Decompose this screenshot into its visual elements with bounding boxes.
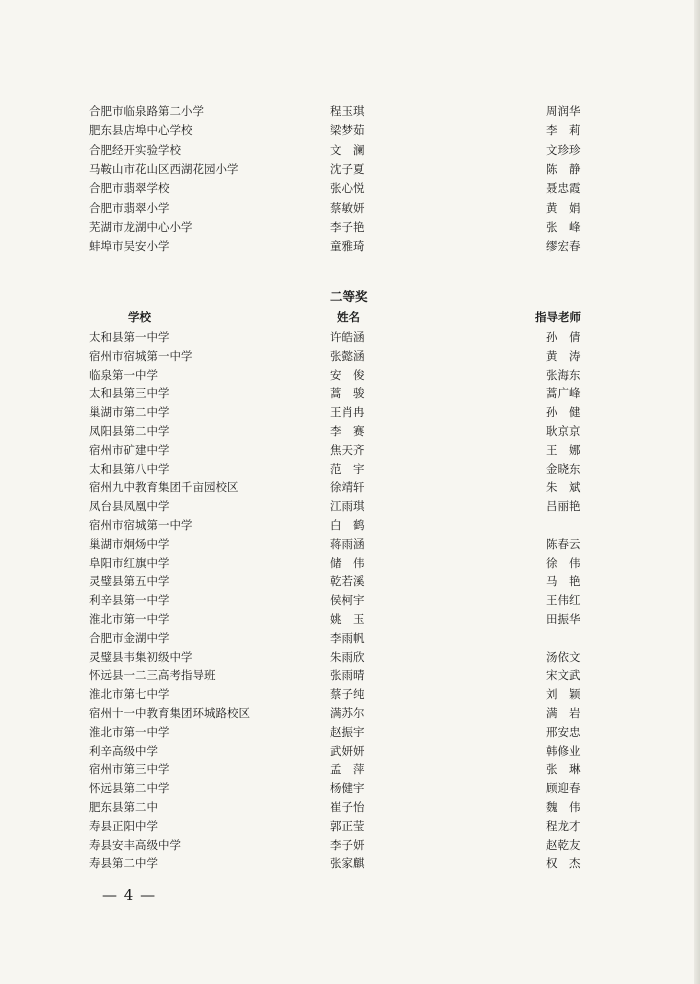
page-number: — 4 — (102, 886, 157, 904)
table-row (0, 629, 700, 647)
teacher-cell: 权 杰 (546, 856, 581, 871)
teacher-cell: 顾迎春 (546, 781, 581, 796)
school-cell: 阜阳市红旗中学 (89, 555, 170, 570)
table-row (0, 497, 700, 515)
teacher-cell: 朱 斌 (546, 480, 581, 495)
table-row (0, 403, 700, 421)
table-row (0, 798, 700, 816)
table-row (0, 441, 700, 459)
header-school: 学校 (128, 310, 151, 324)
name-cell: 侯柯宇 (330, 593, 365, 608)
section-title: 二等奖 (330, 289, 368, 304)
teacher-cell: 王伟红 (546, 593, 581, 608)
name-cell: 李子妍 (330, 837, 365, 852)
name-cell: 乾若溪 (330, 574, 365, 589)
name-cell: 徐靖轩 (330, 480, 365, 495)
teacher-cell: 赵乾友 (546, 837, 581, 852)
teacher-cell: 孙 健 (546, 405, 581, 420)
school-cell: 合肥市翡翠学校 (89, 181, 170, 196)
school-cell: 合肥市金湖中学 (89, 630, 170, 645)
table-row (0, 817, 700, 835)
name-cell: 张家麒 (330, 856, 365, 871)
table-row (0, 779, 700, 797)
name-cell: 安 俊 (330, 367, 365, 382)
table-row (0, 742, 700, 760)
name-cell: 蔡子纯 (330, 687, 365, 702)
school-cell: 怀远县第二中学 (89, 781, 170, 796)
page-edge-shadow (694, 0, 700, 984)
school-cell: 马鞍山市花山区西湖花园小学 (89, 161, 239, 176)
name-cell: 张懿涵 (330, 348, 365, 363)
table-row (0, 854, 700, 872)
teacher-cell: 金晓东 (546, 461, 581, 476)
teacher-cell: 满 岩 (546, 706, 581, 720)
name-cell: 蔡敏妍 (330, 200, 365, 215)
teacher-cell: 孙 倩 (546, 330, 581, 344)
teacher-cell: 邢安忠 (546, 724, 581, 739)
teacher-cell: 黄 涛 (546, 348, 581, 363)
name-cell: 杨健宇 (330, 781, 365, 796)
header-name: 姓名 (337, 310, 360, 324)
teacher-cell: 田振华 (546, 612, 581, 626)
table-row (0, 366, 700, 384)
name-cell: 朱雨欣 (330, 649, 365, 664)
teacher-cell: 魏 伟 (546, 800, 581, 814)
school-cell: 灵璧县第五中学 (89, 574, 170, 589)
school-cell: 合肥经开实验学校 (89, 142, 181, 157)
teacher-cell: 聂忠霞 (546, 181, 581, 196)
teacher-cell: 黄 娟 (546, 200, 581, 215)
header-teacher: 指导老师 (535, 310, 581, 324)
table-row (0, 610, 700, 628)
table-row (0, 666, 700, 684)
school-cell: 肥东县第二中 (89, 800, 158, 814)
school-cell: 合肥市临泉路第二小学 (89, 104, 204, 118)
table-row (0, 141, 700, 159)
school-cell: 凤阳县第二中学 (89, 424, 170, 438)
name-cell: 焦天齐 (330, 442, 365, 457)
name-cell: 武妍妍 (330, 743, 365, 758)
name-cell: 文 澜 (330, 142, 365, 157)
school-cell: 寿县正阳中学 (89, 818, 158, 833)
teacher-cell: 徐 伟 (546, 555, 581, 570)
school-cell: 蚌埠市吴安小学 (89, 239, 170, 254)
teacher-cell: 程龙才 (546, 818, 581, 833)
table-row (0, 572, 700, 590)
teacher-cell: 陈春云 (546, 536, 581, 551)
teacher-cell: 蒿广峰 (546, 386, 581, 401)
name-cell: 蒿 骏 (330, 386, 365, 401)
table-row (0, 237, 700, 255)
table-row (0, 347, 700, 365)
name-cell: 姚 玉 (330, 612, 365, 626)
school-cell: 宿州市宿城第一中学 (89, 348, 193, 363)
name-cell: 李 赛 (330, 424, 365, 438)
name-cell: 李子艳 (330, 219, 365, 234)
school-cell: 太和县第三中学 (89, 386, 170, 401)
table-row (0, 516, 700, 534)
name-cell: 白 鹤 (330, 518, 365, 532)
table-row (0, 102, 700, 120)
school-cell: 巢湖市第二中学 (89, 405, 170, 420)
school-cell: 临泉第一中学 (89, 367, 158, 382)
table-row (0, 648, 700, 666)
table-row (0, 121, 700, 139)
teacher-cell: 缪宏春 (546, 239, 581, 254)
school-cell: 太和县第八中学 (89, 461, 170, 476)
teacher-cell: 汤依文 (546, 649, 581, 664)
table-row (0, 836, 700, 854)
name-cell: 李雨帆 (330, 630, 365, 645)
school-cell: 太和县第一中学 (89, 330, 170, 344)
name-cell: 江雨琪 (330, 499, 365, 514)
teacher-cell: 王 娜 (546, 442, 581, 457)
table-row (0, 591, 700, 609)
name-cell: 范 宇 (330, 461, 365, 476)
school-cell: 利辛县第一中学 (89, 593, 170, 608)
table-row (0, 760, 700, 778)
school-cell: 宿州市宿城第一中学 (89, 518, 193, 532)
name-cell: 崔子怡 (330, 800, 365, 814)
name-cell: 储 伟 (330, 555, 365, 570)
table-row (0, 685, 700, 703)
table-row (0, 460, 700, 478)
school-cell: 淮北市第七中学 (89, 687, 170, 702)
name-cell: 童雅琦 (330, 239, 365, 254)
table-row (0, 554, 700, 572)
school-cell: 合肥市翡翠小学 (89, 200, 170, 215)
teacher-cell: 韩修业 (546, 743, 581, 758)
school-cell: 怀远县一二三高考指导班 (89, 668, 216, 683)
school-cell: 肥东县店埠中心学校 (89, 123, 193, 138)
name-cell: 梁梦茹 (330, 123, 365, 138)
table-header (0, 308, 700, 326)
table-row (0, 384, 700, 402)
name-cell: 程玉琪 (330, 104, 365, 118)
name-cell: 郭正莹 (330, 818, 365, 833)
teacher-cell: 张 琳 (546, 762, 581, 777)
teacher-cell: 耿京京 (546, 424, 581, 438)
name-cell: 蒋雨涵 (330, 536, 365, 551)
school-cell: 利辛高级中学 (89, 743, 158, 758)
name-cell: 张雨晴 (330, 668, 365, 683)
table-row (0, 535, 700, 553)
school-cell: 淮北市第一中学 (89, 724, 170, 739)
table-row (0, 478, 700, 496)
school-cell: 宿州九中教育集团千亩园校区 (89, 480, 239, 495)
teacher-cell: 马 艳 (546, 574, 581, 589)
school-cell: 巢湖市炯炀中学 (89, 536, 170, 551)
teacher-cell: 宋文武 (546, 668, 581, 683)
school-cell: 宿州十一中教育集团环城路校区 (89, 706, 250, 720)
school-cell: 凤台县凤凰中学 (89, 499, 170, 514)
name-cell: 沈子夏 (330, 161, 365, 176)
school-cell: 淮北市第一中学 (89, 612, 170, 626)
teacher-cell: 周润华 (546, 104, 581, 118)
teacher-cell: 张海东 (546, 367, 581, 382)
table-row (0, 160, 700, 178)
table-row (0, 218, 700, 236)
table-row (0, 723, 700, 741)
school-cell: 芜湖市龙湖中心小学 (89, 219, 193, 234)
name-cell: 满苏尔 (330, 706, 365, 720)
name-cell: 许皓涵 (330, 330, 365, 344)
table-row (0, 199, 700, 217)
teacher-cell: 陈 静 (546, 161, 581, 176)
table-row (0, 328, 700, 346)
teacher-cell: 刘 颖 (546, 687, 581, 702)
name-cell: 张心悦 (330, 181, 365, 196)
name-cell: 王肖冉 (330, 405, 365, 420)
school-cell: 宿州市第三中学 (89, 762, 170, 777)
name-cell: 赵振宇 (330, 724, 365, 739)
school-cell: 宿州市矿建中学 (89, 442, 170, 457)
teacher-cell: 张 峰 (546, 219, 581, 234)
table-row (0, 704, 700, 722)
teacher-cell: 吕丽艳 (546, 499, 581, 514)
table-row (0, 422, 700, 440)
teacher-cell: 李 莉 (546, 123, 581, 138)
teacher-cell: 文珍珍 (546, 142, 581, 157)
table-row (0, 179, 700, 197)
school-cell: 灵璧县韦集初级中学 (89, 649, 193, 664)
name-cell: 孟 萍 (330, 762, 365, 777)
school-cell: 寿县第二中学 (89, 856, 158, 871)
school-cell: 寿县安丰高级中学 (89, 837, 181, 852)
